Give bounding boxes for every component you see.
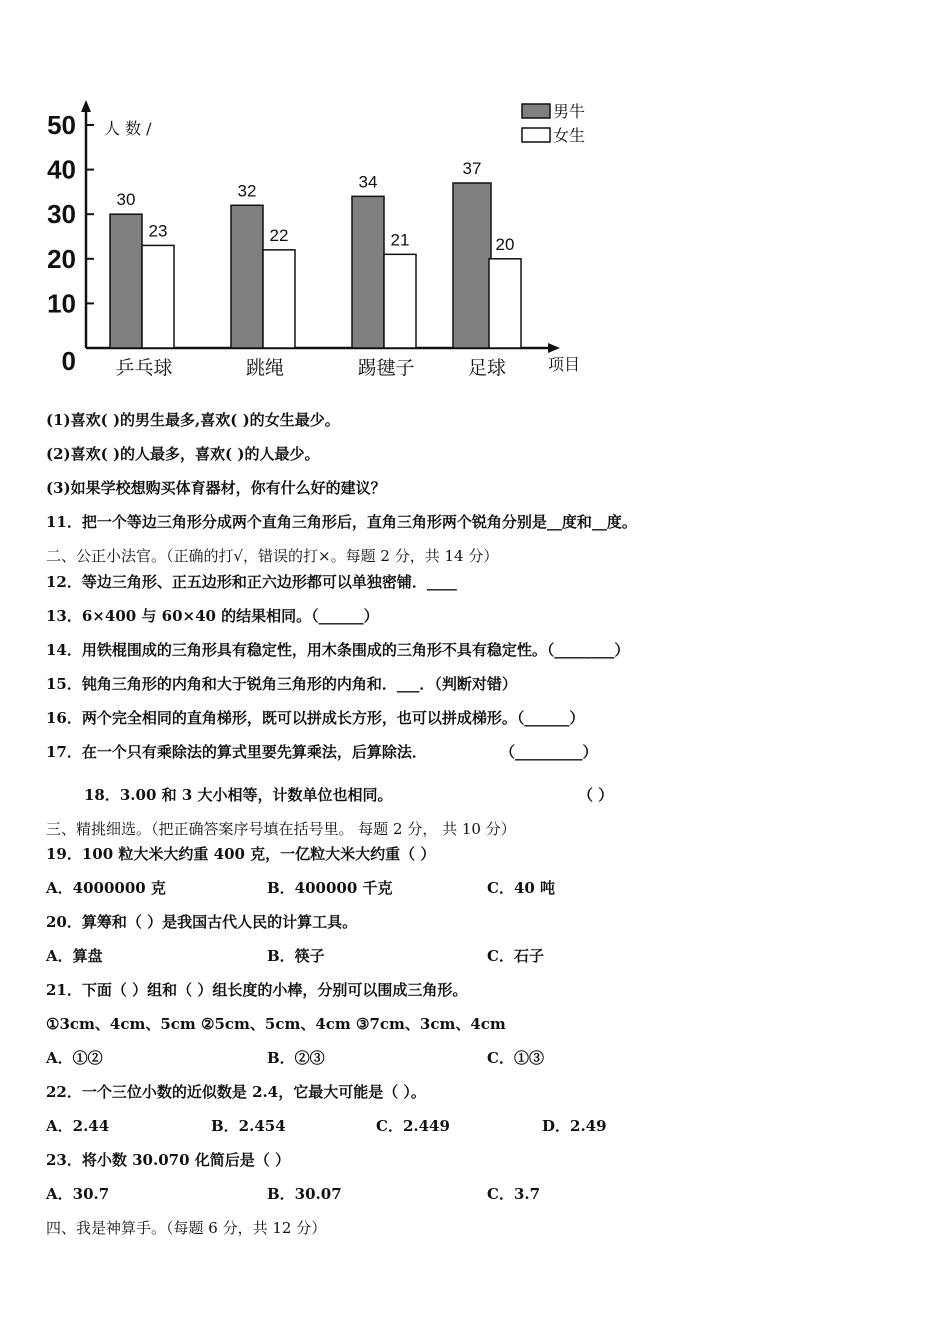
question-17-blank: （_________） [500,743,598,761]
y-axis-label: 人 数 / [104,119,152,138]
category-label: 跳绳 [245,357,285,379]
question-21-items: ①3cm、4cm、5cm ②5cm、5cm、4cm ③7cm、3cm、4cm [46,1015,506,1033]
legend-swatch [522,128,550,142]
question-a3: (3)如果学校想购买体育器材，你有什么好的建议？ [46,479,386,497]
question-14: 14．用铁棍围成的三角形具有稳定性，用木条围成的三角形不具有稳定性。（________） [46,641,630,659]
question-18-blank: （ ） [578,786,614,804]
y-tick-label: 0 [61,346,76,376]
question-20-option-c: C．石子 [487,947,544,965]
question-12: 12．等边三角形、正五边形和正六边形都可以单独密铺．____ [46,573,457,591]
question-23-option-a: A．30.7 [46,1185,110,1203]
question-22-option-b: B．2.454 [211,1117,286,1135]
section-4-heading: 四、我是神算手。（每题 6 分，共 12 分） [46,1219,327,1237]
bar-chart [30,90,610,390]
question-20-option-a: A．算盘 [46,947,103,965]
question-23-option-c: C．3.7 [487,1185,541,1203]
bar-value-label: 23 [148,221,168,241]
bar-male [110,214,142,348]
question-16: 16．两个完全相同的直角梯形，既可以拼成长方形，也可以拼成梯形。（______） [46,709,585,727]
legend-label: 女生 [553,126,586,145]
question-13: 13．6×400 与 60×40 的结果相同。（______） [46,607,379,625]
bar-female [142,245,174,348]
question-a1: (1)喜欢( )的男生最多,喜欢( )的女生最少。 [46,411,340,429]
y-tick-label: 10 [47,288,76,319]
bar-value-label: 32 [237,181,257,201]
category-label: 足球 [467,357,507,379]
question-15: 15．钝角三角形的内角和大于锐角三角形的内角和．___．（判断对错） [46,675,517,693]
question-19-option-c: C．40 吨 [487,879,556,897]
bar-value-label: 22 [269,225,289,245]
x-axis-label: 项目 [548,355,581,374]
bar-value-label: 37 [462,158,482,178]
y-tick-label: 50 [47,110,76,140]
question-21: 21．下面（ ）组和（ ）组长度的小棒，分别可以围成三角形。 [46,981,468,999]
question-19-option-a: A．4000000 克 [46,879,166,897]
category-label: 踢毽子 [357,357,415,379]
question-20-option-b: B．筷子 [267,947,325,965]
question-18: 18．3.00 和 3 大小相等，计数单位也相同。 [84,786,393,804]
bar-female [384,254,416,348]
question-19-option-b: B．400000 千克 [267,879,393,897]
y-tick-label: 40 [47,154,76,185]
y-axis-arrow [81,100,91,112]
bar-value-label: 20 [495,234,515,254]
question-22: 22．一个三位小数的近似数是 2.4，它最大可能是（ ）。 [46,1083,426,1101]
legend-swatch [522,104,550,118]
question-23-option-b: B．30.07 [267,1185,342,1203]
question-19: 19．100 粒大米大约重 400 克，一亿粒大米大约重（ ） [46,845,436,863]
y-tick-label: 30 [47,199,76,230]
section-3-heading: 三、精挑细选。（把正确答案序号填在括号里。 每题 2 分， 共 10 分） [46,820,516,838]
question-22-option-d: D．2.49 [542,1117,607,1135]
question-21-option-b: B．②③ [267,1049,325,1067]
category-label: 乒乓球 [115,357,173,379]
question-23: 23．将小数 30.070 化简后是（ ） [46,1151,290,1169]
question-17: 17．在一个只有乘除法的算式里要先算乘法，后算除法． [46,743,427,761]
x-axis-arrow [548,343,560,353]
question-21-option-c: C．①③ [487,1049,544,1067]
bar-value-label: 21 [390,230,410,250]
bar-male [231,205,263,348]
legend-label: 男牛 [553,102,586,121]
question-11: 11．把一个等边三角形分成两个直角三角形后，直角三角形两个锐角分别是__度和__度。 [46,513,637,531]
bar-female [263,250,295,348]
bar-female [489,259,521,348]
question-22-option-a: A．2.44 [46,1117,110,1135]
bar-male [453,183,491,348]
question-a2: (2)喜欢( )的人最多，喜欢( )的人最少。 [46,445,320,463]
section-2-heading: 二、公正小法官。（正确的打√，错误的打×。每题 2 分，共 14 分） [46,547,499,565]
bar-value-label: 30 [116,190,136,210]
question-22-option-c: C．2.449 [376,1117,450,1135]
question-21-option-a: A．①② [46,1049,103,1067]
question-20: 20．算筹和（ ）是我国古代人民的计算工具。 [46,913,358,931]
bar-male [352,196,384,348]
bar-value-label: 34 [358,172,378,192]
y-tick-label: 20 [47,243,76,274]
